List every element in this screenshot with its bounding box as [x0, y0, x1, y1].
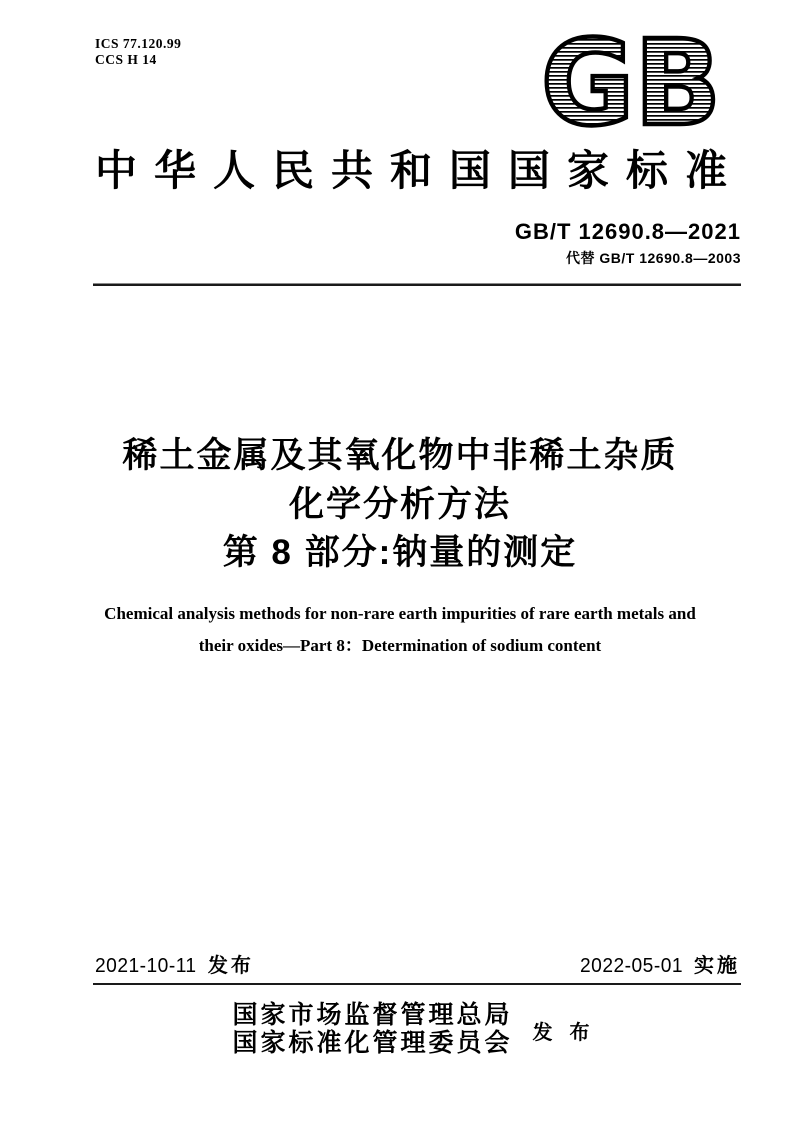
dates-row — [95, 949, 740, 978]
publisher-names — [232, 1002, 512, 1058]
issue-date-group — [95, 949, 254, 978]
footer-divider-line — [93, 983, 741, 985]
standard-number: GB/T 12690.8—2021 — [514, 219, 741, 244]
implementation-date-group — [580, 949, 740, 978]
publisher-line-2: 国家标准化管理委员会 — [232, 1030, 513, 1057]
gb-logo-text: GB — [541, 30, 721, 132]
classification-codes — [95, 36, 181, 68]
national-standard-title: 中华人民共和国国家标准 — [95, 149, 745, 195]
english-title-line-1: Chemical analysis methods for non-rare earth impurities of rare earth metals and — [104, 604, 696, 623]
english-title-line-2: their oxides—Part 8：Determination of sodium content — [198, 636, 602, 655]
title-line-3: 第 8 部分:钠量的测定 — [222, 533, 578, 572]
publisher-line-1: 国家市场监督管理总局 — [232, 1002, 513, 1029]
issue-label: 发布 — [207, 955, 254, 977]
title-line-1: 稀土金属及其氧化物中非稀土杂质 — [122, 436, 678, 475]
implementation-label: 实施 — [694, 955, 740, 977]
document-title-cn — [0, 432, 800, 578]
publish-label: 发 布 — [532, 1021, 596, 1044]
header-divider-line — [93, 283, 741, 286]
issue-date: 2021-10-11 — [95, 955, 197, 977]
gb-logo-icon — [536, 30, 726, 132]
ics-code: ICS 77.120.99 — [95, 36, 182, 51]
title-line-2: 化学分析方法 — [288, 484, 511, 524]
replaced-standard-note: 代替 GB/T 12690.8—2003 — [566, 250, 741, 266]
document-title-en — [0, 598, 800, 662]
publisher-block — [14, 1002, 800, 1058]
implementation-date: 2022-05-01 — [579, 955, 683, 977]
ccs-code: CCS H 14 — [95, 52, 157, 67]
